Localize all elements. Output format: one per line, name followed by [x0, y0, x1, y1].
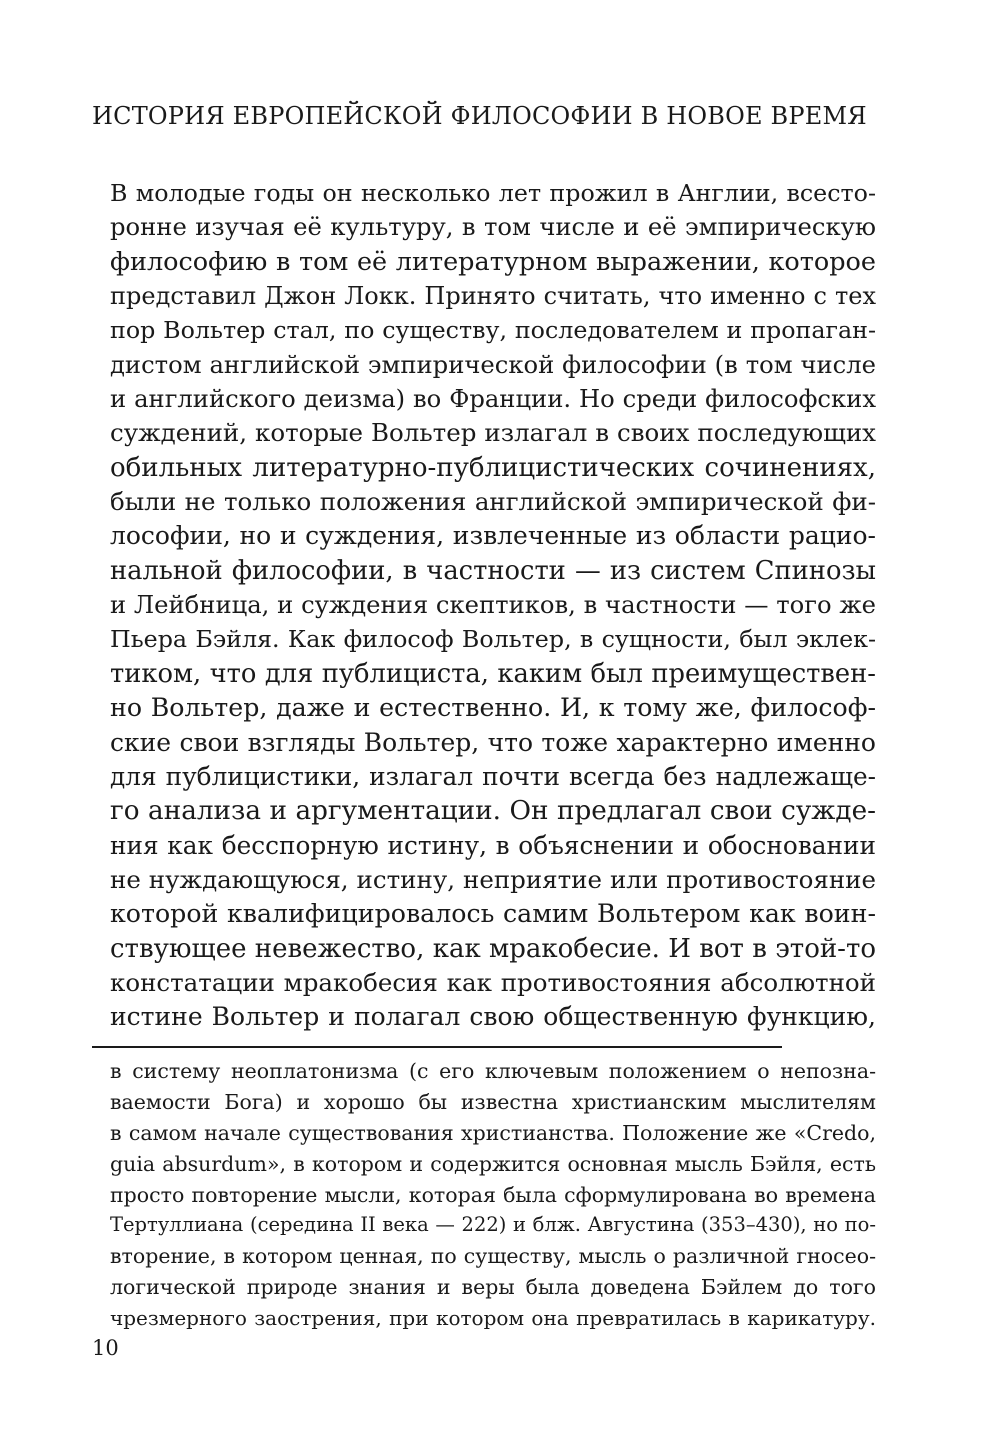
- footnote: [110, 1056, 876, 1334]
- text-line: представил Джон Локк. Принято считать, что именно с тех: [110, 282, 876, 311]
- page-number: 10: [92, 1336, 119, 1360]
- text-line: для публицистики, излагал почти всегда без надлежаще-: [110, 761, 876, 791]
- text-line: но Вольтер, даже и естественно. И, к тому же, философ-: [110, 693, 876, 723]
- footnote-line: вторение, в котором ценная, по существу, мысль о различной гносео-: [110, 1244, 876, 1269]
- text-line: суждений, которые Вольтер излагал в своих последующих: [110, 418, 876, 448]
- footnote-divider: [92, 1046, 782, 1048]
- main-text: [110, 176, 876, 1035]
- text-line: го анализа и аргументации. Он предлагал свои сужде-: [110, 796, 876, 827]
- text-line: были не только положения английской эмпирической фи-: [110, 487, 876, 517]
- footnote-line: в систему неоплатонизма (с его ключевым положением о непозна-: [110, 1059, 876, 1083]
- running-head: ИСТОРИЯ ЕВРОПЕЙСКОЙ ФИЛОСОФИИ В НОВОЕ ВРЕМЯ: [92, 102, 867, 130]
- text-line: ронне изучая её культуру, в том числе и её эмпирическую: [110, 212, 876, 242]
- text-line: тиком, что для публициста, каким был преимуществен-: [110, 658, 876, 689]
- footnote-line: guia absurdum», в котором и содержится основная мысль Бэйля, есть: [110, 1151, 876, 1176]
- footnote-line: просто повторение мысли, которая была сформулирована во времена: [110, 1182, 876, 1207]
- footnote-line: чрезмерного заострения, при котором она превратилась в карикатуру.: [110, 1306, 876, 1331]
- text-line: лософии, но и суждения, извлеченные из области рацио-: [110, 521, 876, 551]
- text-line: дистом английской эмпирической философии (в том числе: [110, 349, 876, 379]
- text-line: философию в том её литературном выражении, которое: [110, 246, 876, 277]
- text-line: ния как бесспорную истину, в объяснении и обосновании: [110, 830, 876, 860]
- text-line: констатации мракобесия как противостояния абсолютной: [110, 967, 876, 997]
- text-line: ские свои взгляды Вольтер, что тоже характерно именно: [110, 727, 876, 757]
- text-line: Пьера Бэйля. Как философ Вольтер, в сущности, был эклек-: [110, 625, 876, 654]
- footnote-line: Тертуллиана (середина II века — 222) и блж. Августина (353–430), но по-: [110, 1213, 876, 1237]
- text-line: пор Вольтер стал, по существу, последователем и пропаган-: [110, 316, 876, 345]
- text-line: В молодые годы он несколько лет прожил в Англии, всесто-: [110, 179, 876, 207]
- text-line: ствующее невежество, как мракобесие. И вот в этой-то: [110, 933, 876, 964]
- text-line: и английского деизма) во Франции. Но среди философских: [110, 384, 876, 414]
- text-line: обильных литературно-публицистических сочинениях,: [110, 452, 876, 483]
- footnote-line: ваемости Бога) и хорошо бы известна христианским мыслителям: [110, 1089, 876, 1114]
- text-line: нальной философии, в частности — из систем Спинозы: [110, 555, 876, 586]
- text-line: не нуждающуюся, истину, неприятие или противостояние: [110, 864, 876, 894]
- footnote-line: логической природе знания и веры была доведена Бэйлем до того: [110, 1275, 876, 1300]
- text-line: которой квалифицировалось самим Вольтером как воин-: [110, 899, 876, 929]
- footnote-line: в самом начале существования христианства. Положение же «Credo,: [110, 1120, 876, 1145]
- text-line: и Лейбница, и суждения скептиков, в частности — того же: [110, 590, 876, 620]
- text-line: истине Вольтер и полагал свою общественную функцию,: [110, 1002, 876, 1032]
